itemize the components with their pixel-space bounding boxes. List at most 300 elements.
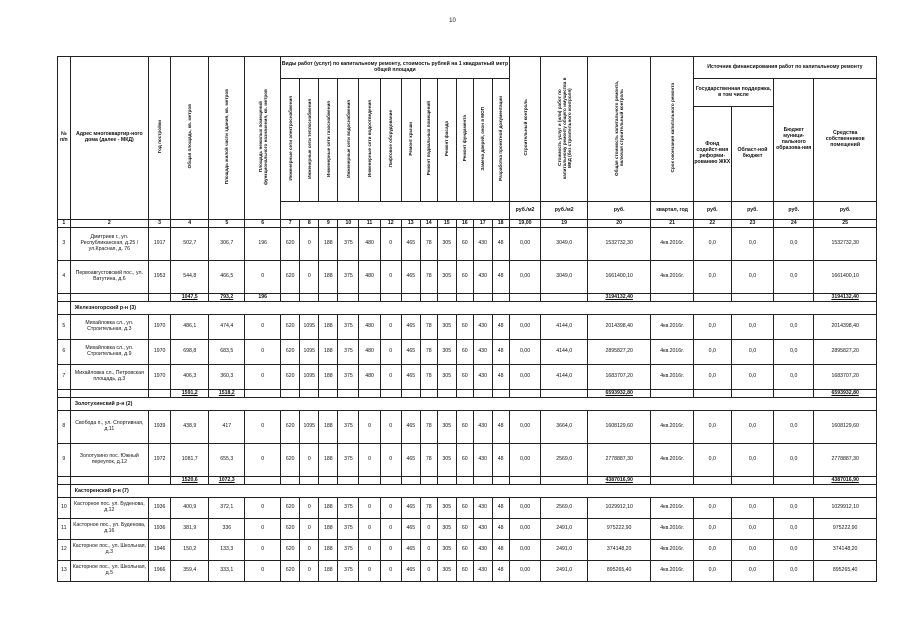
row-owners: 2778887,30: [814, 444, 877, 477]
row-work-cost: 465: [401, 228, 420, 261]
row-number: 9: [58, 444, 71, 477]
row-fund: 0,0: [693, 540, 731, 561]
header-living-area: Площадь жилой части здания, кв. метров: [224, 88, 230, 185]
subtotal-spacer: [300, 390, 319, 398]
header-unit-cost: Стоимость услуг и (или) работ по капитальному ремонту общего имущества в МКД (без строительного контроля): [556, 76, 572, 179]
subtotal-spacer: [148, 294, 170, 302]
column-number: 24: [774, 220, 814, 228]
row-unit-cost: 2491,0: [541, 561, 588, 582]
column-number: 2: [70, 220, 148, 228]
row-work-cost: 430: [473, 315, 492, 340]
subtotal-row: [58, 390, 877, 398]
subtotal-spacer: [437, 294, 456, 302]
subtotal-row: [58, 294, 877, 302]
row-functional-area: 196: [245, 228, 281, 261]
row-work-cost: 60: [456, 519, 473, 540]
row-unit-cost: 3664,0: [541, 411, 588, 444]
unit-regional: руб.: [731, 202, 773, 220]
row-living-area: 372,1: [209, 498, 245, 519]
row-work-cost: 60: [456, 340, 473, 365]
header-municipal: Бюджет муници-пального образова-ния: [774, 79, 814, 202]
column-number: 20: [587, 220, 650, 228]
row-work-cost: 465: [401, 365, 420, 390]
row-municipal: 0,0: [774, 561, 814, 582]
row-control: 0,00: [509, 228, 541, 261]
row-total-area: 406,3: [171, 365, 209, 390]
row-address: Дмитриев г., ул. Республиканская, д.25 / ул.Красная, д. 76: [70, 228, 148, 261]
subtotal-spacer: [473, 390, 492, 398]
row-regional: 0,0: [731, 444, 773, 477]
row-total-area: 400,9: [171, 498, 209, 519]
row-work-cost: 1095: [300, 411, 319, 444]
row-work-cost: 305: [437, 498, 456, 519]
row-owners: 374148,20: [814, 540, 877, 561]
header-functional-area: Площадь нежилых помещений функционального назначения, кв. метров: [257, 88, 268, 185]
row-total-area: 359,4: [171, 561, 209, 582]
row-control: 0,00: [509, 365, 541, 390]
row-work-cost: 620: [281, 444, 300, 477]
works-unit-spacer: [281, 202, 509, 220]
row-total-cost: 1029912,10: [587, 498, 650, 519]
row-work-cost: 620: [281, 261, 300, 294]
column-number: 6: [245, 220, 281, 228]
table-row: [58, 365, 877, 390]
table-row: [58, 540, 877, 561]
row-owners: 2895827,20: [814, 340, 877, 365]
district-row: [58, 302, 877, 315]
row-year: 1966: [148, 561, 170, 582]
subtotal-total-area: 1047,5: [171, 294, 209, 302]
row-work-cost: 0: [420, 540, 437, 561]
header-fund: Фонд содейст-вия реформи-рованию ЖКХ: [693, 107, 731, 202]
row-work-cost: 188: [319, 444, 338, 477]
row-unit-cost: 2569,0: [541, 444, 588, 477]
row-work-cost: 48: [492, 540, 509, 561]
row-deadline: 4кв.2016г.: [651, 315, 693, 340]
row-deadline: 4кв.2016г.: [651, 444, 693, 477]
row-work-cost: 0: [359, 519, 380, 540]
subtotal-spacer: [492, 477, 509, 485]
row-year: 1953: [148, 261, 170, 294]
header-work-heat: Инженерные сети теплоснабжения: [306, 98, 312, 179]
row-work-cost: 188: [319, 261, 338, 294]
row-fund: 0,0: [693, 261, 731, 294]
row-municipal: 0,0: [774, 411, 814, 444]
row-work-cost: 375: [338, 365, 359, 390]
row-work-cost: 430: [473, 561, 492, 582]
row-work-cost: 375: [338, 498, 359, 519]
row-total-cost: 1683707,20: [587, 365, 650, 390]
row-work-cost: 620: [281, 519, 300, 540]
header-works-group: Виды работ (услуг) по капитальному ремонту, стоимость рублей на 1 квадратный метр общей площади: [281, 57, 509, 79]
row-unit-cost: 4144,0: [541, 315, 588, 340]
subtotal-spacer: [380, 390, 401, 398]
row-work-cost: 465: [401, 561, 420, 582]
row-total-cost: 2778887,30: [587, 444, 650, 477]
row-municipal: 0,0: [774, 365, 814, 390]
row-work-cost: 60: [456, 498, 473, 519]
row-functional-area: 0: [245, 411, 281, 444]
row-total-cost: 1661400,10: [587, 261, 650, 294]
row-work-cost: 480: [359, 340, 380, 365]
header-work-water: Инженерные сети водоснабжения: [345, 99, 351, 178]
row-work-cost: 188: [319, 498, 338, 519]
row-work-cost: 465: [401, 340, 420, 365]
row-number: 8: [58, 411, 71, 444]
header-sources-group: Источник финансирования работ по капитальному ремонту: [693, 57, 876, 79]
subtotal-spacer: [338, 390, 359, 398]
row-functional-area: 0: [245, 261, 281, 294]
column-number: 4: [171, 220, 209, 228]
row-number: 6: [58, 340, 71, 365]
subtotal-spacer: [420, 294, 437, 302]
row-work-cost: 305: [437, 411, 456, 444]
row-functional-area: 0: [245, 498, 281, 519]
row-work-cost: 188: [319, 315, 338, 340]
row-address: Касторное пос., ул. Школьная, д.5: [70, 561, 148, 582]
row-number: 5: [58, 315, 71, 340]
row-work-cost: 620: [281, 498, 300, 519]
row-work-cost: 430: [473, 498, 492, 519]
row-total-area: 381,9: [171, 519, 209, 540]
row-work-cost: 465: [401, 498, 420, 519]
row-work-cost: 48: [492, 340, 509, 365]
column-number: 21: [651, 220, 693, 228]
table-row: [58, 561, 877, 582]
row-total-cost: 975222,90: [587, 519, 650, 540]
row-number: 12: [58, 540, 71, 561]
row-work-cost: 60: [456, 228, 473, 261]
header-year: Год постройки: [157, 119, 163, 154]
row-work-cost: 0: [300, 444, 319, 477]
row-address: Золотухино пос. Южный переулок, д.12: [70, 444, 148, 477]
row-functional-area: 0: [245, 315, 281, 340]
row-control: 0,00: [509, 340, 541, 365]
row-total-area: 502,7: [171, 228, 209, 261]
row-owners: 1661400,10: [814, 261, 877, 294]
row-work-cost: 465: [401, 411, 420, 444]
subtotal-total-area: 1591,2: [171, 390, 209, 398]
row-work-cost: 305: [437, 444, 456, 477]
row-fund: 0,0: [693, 340, 731, 365]
subtotal-spacer: [300, 294, 319, 302]
row-owners: 1029912,10: [814, 498, 877, 519]
row-total-area: 698,8: [171, 340, 209, 365]
row-work-cost: 0: [380, 315, 401, 340]
subtotal-total-area: 1520,6: [171, 477, 209, 485]
subtotal-total-cost: 6593932,80: [587, 390, 650, 398]
row-work-cost: 48: [492, 444, 509, 477]
row-living-area: 655,3: [209, 444, 245, 477]
row-work-cost: 78: [420, 228, 437, 261]
row-functional-area: 0: [245, 340, 281, 365]
row-unit-cost: 2569,0: [541, 498, 588, 519]
row-total-area: 1081,7: [171, 444, 209, 477]
subtotal-spacer: [731, 294, 773, 302]
column-number: 8: [300, 220, 319, 228]
header-work-doors: Замена дверей, окон в МОП: [480, 106, 486, 171]
row-work-cost: 375: [338, 340, 359, 365]
subtotal-spacer: [70, 477, 148, 485]
row-work-cost: 78: [420, 444, 437, 477]
row-work-cost: 48: [492, 411, 509, 444]
row-municipal: 0,0: [774, 228, 814, 261]
subtotal-spacer: [58, 390, 71, 398]
row-owners: 895265,40: [814, 561, 877, 582]
row-total-cost: 1532732,30: [587, 228, 650, 261]
subtotal-spacer: [509, 477, 541, 485]
header-work-facade: Ремонт фасада: [444, 120, 450, 157]
row-work-cost: 48: [492, 365, 509, 390]
subtotal-spacer: [420, 390, 437, 398]
subtotal-functional-area: [245, 390, 281, 398]
subtotal-spacer: [58, 477, 71, 485]
row-work-cost: 48: [492, 561, 509, 582]
header-work-project: Разработка проектной документации: [498, 96, 504, 181]
row-work-cost: 78: [420, 315, 437, 340]
row-functional-area: 0: [245, 519, 281, 540]
row-regional: 0,0: [731, 340, 773, 365]
subtotal-spacer: [774, 477, 814, 485]
row-work-cost: 0: [300, 519, 319, 540]
row-work-cost: 48: [492, 228, 509, 261]
row-work-cost: 305: [437, 340, 456, 365]
header-owners: Средства собственников помещений: [814, 79, 877, 202]
row-work-cost: 375: [338, 411, 359, 444]
row-control: 0,00: [509, 498, 541, 519]
row-work-cost: 78: [420, 365, 437, 390]
row-work-cost: 480: [359, 315, 380, 340]
table-row: [58, 444, 877, 477]
subtotal-spacer: [338, 294, 359, 302]
table-row: [58, 315, 877, 340]
row-work-cost: 188: [319, 540, 338, 561]
unit-owners: руб.: [814, 202, 877, 220]
row-work-cost: 430: [473, 411, 492, 444]
row-unit-cost: 3049,0: [541, 228, 588, 261]
row-control: 0,00: [509, 261, 541, 294]
row-total-cost: 895265,40: [587, 561, 650, 582]
subtotal-spacer: [359, 294, 380, 302]
row-living-area: 306,7: [209, 228, 245, 261]
row-work-cost: 620: [281, 561, 300, 582]
subtotal-spacer: [380, 294, 401, 302]
column-number: 1: [58, 220, 71, 228]
subtotal-spacer: [338, 477, 359, 485]
row-number: 4: [58, 261, 71, 294]
row-deadline: 4кв.2016г.: [651, 519, 693, 540]
subtotal-spacer: [380, 477, 401, 485]
row-work-cost: 430: [473, 261, 492, 294]
district-name: Железногорский р-н (3): [70, 302, 876, 315]
subtotal-functional-area: 196: [245, 294, 281, 302]
row-fund: 0,0: [693, 561, 731, 582]
column-number: 3: [148, 220, 170, 228]
header-work-electric: Инженерные сети электроснабжения: [287, 96, 293, 181]
row-work-cost: 78: [420, 498, 437, 519]
row-deadline: 4кв.2016г.: [651, 498, 693, 519]
capital-repair-table: [57, 56, 877, 582]
unit-unit-cost: руб./м2: [541, 202, 588, 220]
row-living-area: 336: [209, 519, 245, 540]
subtotal-spacer: [731, 390, 773, 398]
row-number: 7: [58, 365, 71, 390]
row-total-area: 438,9: [171, 411, 209, 444]
column-number: 10: [338, 220, 359, 228]
column-number: 19: [541, 220, 588, 228]
row-regional: 0,0: [731, 411, 773, 444]
row-work-cost: 0: [380, 365, 401, 390]
row-fund: 0,0: [693, 498, 731, 519]
unit-control: руб./м2: [509, 202, 541, 220]
row-address: Касторное пос., ул. Буденова, д.16: [70, 519, 148, 540]
row-year: 1970: [148, 365, 170, 390]
district-name: Касторенский р-н (7): [70, 485, 876, 498]
row-deadline: 4кв.2016г.: [651, 561, 693, 582]
row-owners: 2014398,40: [814, 315, 877, 340]
column-number: 15: [437, 220, 456, 228]
row-work-cost: 78: [420, 340, 437, 365]
row-work-cost: 0: [359, 498, 380, 519]
subtotal-spacer: [148, 390, 170, 398]
column-number: 17: [473, 220, 492, 228]
row-regional: 0,0: [731, 261, 773, 294]
row-work-cost: 0: [300, 228, 319, 261]
row-work-cost: 60: [456, 365, 473, 390]
row-deadline: 4кв.2016г.: [651, 340, 693, 365]
subtotal-spacer: [401, 477, 420, 485]
row-address: Первоавгустовский пос., ул. Ватутина, д.6: [70, 261, 148, 294]
row-work-cost: 0: [380, 519, 401, 540]
row-living-area: 474,4: [209, 315, 245, 340]
subtotal-spacer: [456, 294, 473, 302]
row-year: 1946: [148, 540, 170, 561]
column-number: 11: [359, 220, 380, 228]
row-work-cost: 0: [300, 498, 319, 519]
row-fund: 0,0: [693, 519, 731, 540]
row-living-area: 417: [209, 411, 245, 444]
row-deadline: 4кв.2016г.: [651, 228, 693, 261]
row-work-cost: 188: [319, 365, 338, 390]
row-owners: 1608129,60: [814, 411, 877, 444]
row-control: 0,00: [509, 519, 541, 540]
row-year: 1917: [148, 228, 170, 261]
column-number: 7: [281, 220, 300, 228]
row-work-cost: 465: [401, 261, 420, 294]
column-number-row: [58, 220, 877, 228]
row-number: 11: [58, 519, 71, 540]
row-deadline: 4кв.2016г.: [651, 365, 693, 390]
row-regional: 0,0: [731, 228, 773, 261]
district-spacer: [58, 398, 71, 411]
subtotal-owners: 6593932,80: [814, 390, 877, 398]
row-work-cost: 0: [380, 561, 401, 582]
row-work-cost: 430: [473, 228, 492, 261]
subtotal-living-area: 1518,2: [209, 390, 245, 398]
subtotal-spacer: [541, 477, 588, 485]
row-regional: 0,0: [731, 365, 773, 390]
row-work-cost: 188: [319, 411, 338, 444]
row-work-cost: 0: [300, 561, 319, 582]
row-work-cost: 1095: [300, 340, 319, 365]
header-regional: Област-ной бюджет: [731, 107, 773, 202]
subtotal-spacer: [148, 477, 170, 485]
row-work-cost: 430: [473, 365, 492, 390]
row-work-cost: 480: [359, 228, 380, 261]
row-total-area: 544,8: [171, 261, 209, 294]
header-total-area: Общая площадь, кв. метров: [187, 104, 193, 169]
row-work-cost: 465: [401, 315, 420, 340]
subtotal-spacer: [492, 294, 509, 302]
row-total-cost: 2895827,20: [587, 340, 650, 365]
column-number: 14: [420, 220, 437, 228]
row-year: 1970: [148, 340, 170, 365]
table-row: [58, 519, 877, 540]
row-work-cost: 1095: [300, 365, 319, 390]
row-work-cost: 465: [401, 444, 420, 477]
row-address: Касторное пос. ул. Буденова, д.12: [70, 498, 148, 519]
subtotal-owners: 3194132,40: [814, 294, 877, 302]
row-unit-cost: 2491,0: [541, 519, 588, 540]
subtotal-spacer: [473, 294, 492, 302]
subtotal-spacer: [492, 390, 509, 398]
row-work-cost: 465: [401, 540, 420, 561]
row-work-cost: 48: [492, 519, 509, 540]
table-body: [58, 228, 877, 582]
row-municipal: 0,0: [774, 444, 814, 477]
column-number: 23: [731, 220, 773, 228]
column-number: 18: [492, 220, 509, 228]
subtotal-spacer: [319, 390, 338, 398]
row-work-cost: 305: [437, 540, 456, 561]
header-work-roof: Ремонт крыши: [408, 121, 414, 156]
row-number: 10: [58, 498, 71, 519]
row-work-cost: 60: [456, 444, 473, 477]
row-year: 1939: [148, 411, 170, 444]
row-municipal: 0,0: [774, 498, 814, 519]
header-work-basement: Ремонт подвальных помещений: [426, 101, 432, 176]
row-work-cost: 0: [420, 561, 437, 582]
row-total-area: 150,2: [171, 540, 209, 561]
subtotal-spacer: [774, 294, 814, 302]
row-total-cost: 374148,20: [587, 540, 650, 561]
row-regional: 0,0: [731, 540, 773, 561]
row-work-cost: 375: [338, 261, 359, 294]
row-municipal: 0,0: [774, 519, 814, 540]
subtotal-spacer: [281, 294, 300, 302]
column-number: 13: [401, 220, 420, 228]
row-year: 1972: [148, 444, 170, 477]
row-work-cost: 188: [319, 228, 338, 261]
row-regional: 0,0: [731, 498, 773, 519]
row-work-cost: 430: [473, 540, 492, 561]
column-number: 25: [814, 220, 877, 228]
row-work-cost: 0: [359, 411, 380, 444]
row-living-area: 466,5: [209, 261, 245, 294]
subtotal-spacer: [70, 390, 148, 398]
subtotal-spacer: [401, 390, 420, 398]
row-work-cost: 375: [338, 444, 359, 477]
header-work-sewer: Инженерные сети водоотведения: [367, 99, 373, 178]
row-total-cost: 2014398,40: [587, 315, 650, 340]
row-municipal: 0,0: [774, 340, 814, 365]
district-spacer: [58, 302, 71, 315]
header-deadline: Срок окончания капитального ремонта: [669, 82, 675, 173]
district-row: [58, 398, 877, 411]
row-owners: 975222,90: [814, 519, 877, 540]
row-work-cost: 0: [380, 444, 401, 477]
row-year: 1936: [148, 498, 170, 519]
